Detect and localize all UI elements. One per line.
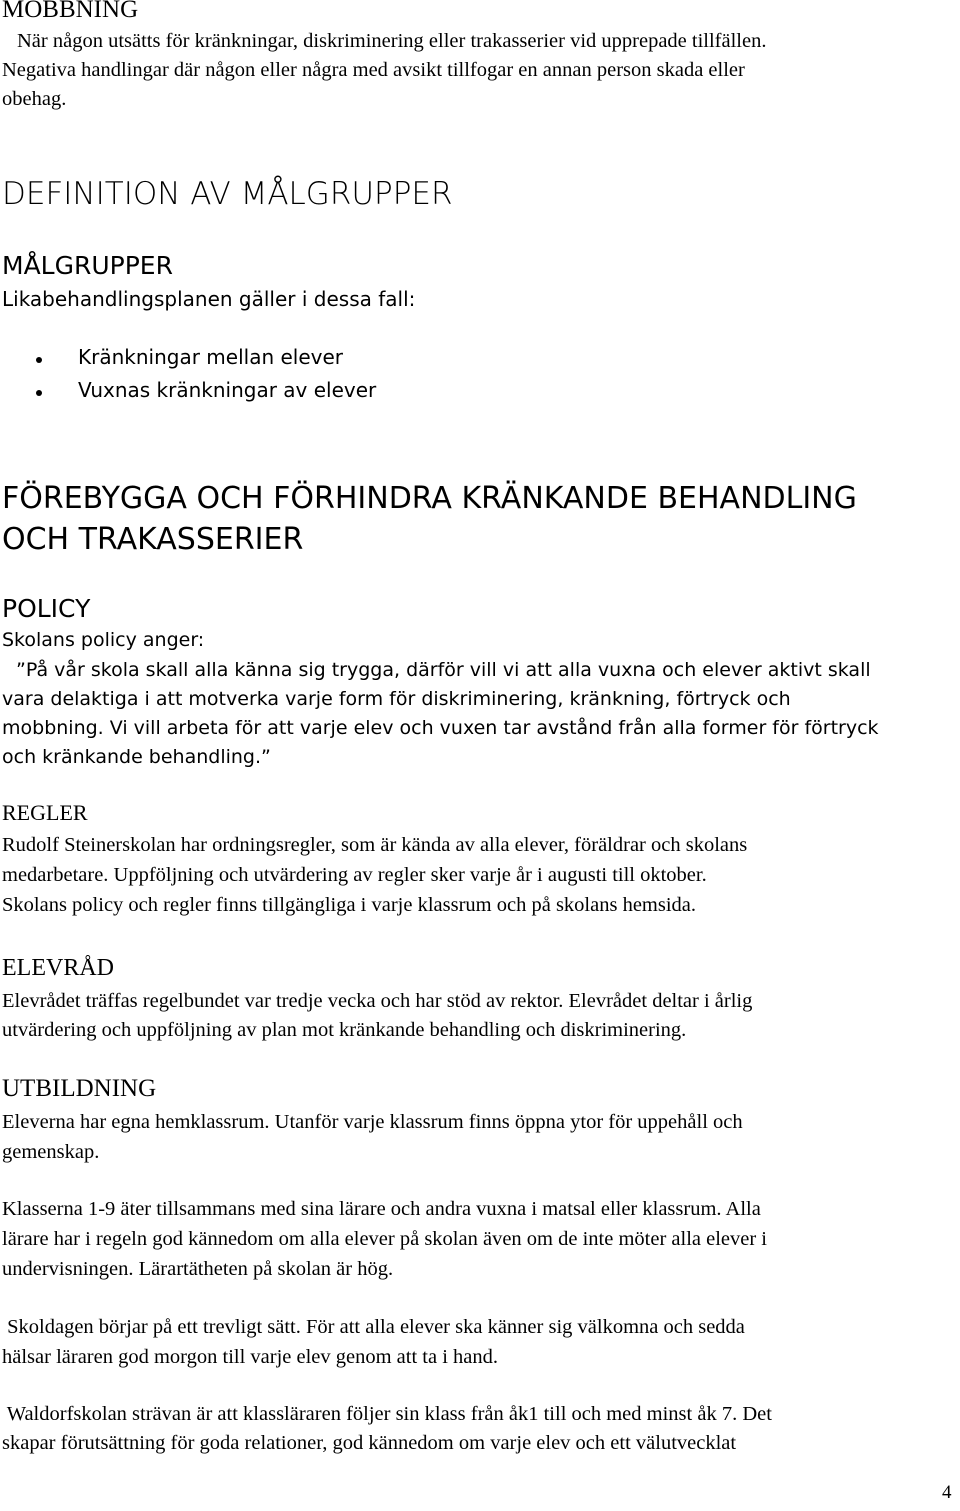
subheading-elevrad: ELEVRÅD xyxy=(2,955,114,981)
paragraph-line: Negativa handlingar där någon eller några med avsikt tillfogar en annan person skada eller xyxy=(2,59,745,81)
section-heading-forebygga-line2: OCH TRAKASSERIER xyxy=(2,522,304,557)
definition-intro: Likabehandlingsplanen gäller i dessa fall: xyxy=(2,287,416,311)
policy-quote-line: vara delaktiga i att motverka varje form för diskriminering, kränkning, förtryck och xyxy=(2,688,791,710)
paragraph-line: När någon utsätts för kränkningar, diskriminering eller trakasserier vid upprepade tillfällen. xyxy=(17,30,767,52)
paragraph-line: Klasserna 1-9 äter tillsammans med sina lärare och andra vuxna i matsal eller klassrum. Alla xyxy=(2,1198,761,1220)
paragraph-line: Waldorfskolan strävan är att klassläraren följer sin klass från åk1 till och med minst åk 7. Det xyxy=(2,1403,772,1425)
paragraph-line: undervisningen. Lärartätheten på skolan är hög. xyxy=(2,1258,394,1280)
subheading-utbildning: UTBILDNING xyxy=(2,1075,157,1102)
section-heading-mobbning: MOBBNING xyxy=(2,0,139,23)
paragraph-line: lärare har i regeln god kännedom om alla elever på skolan även om de inte möter alla elever i xyxy=(2,1228,768,1250)
section-heading-forebygga: FÖREBYGGA OCH FÖRHINDRA KRÄNKANDE BEHANDLING xyxy=(2,481,857,516)
paragraph-line: skapar förutsättning för goda relationer, god kännedom om varje elev och ett välutvecklat xyxy=(2,1432,737,1454)
policy-quote-line: och kränkande behandling.” xyxy=(2,746,271,768)
policy-quote-line: mobbning. Vi vill arbeta för att varje elev och vuxen tar avstånd från alla former för förtryck xyxy=(2,717,879,739)
bullet-item: Vuxnas kränkningar av elever xyxy=(78,378,377,402)
policy-intro: Skolans policy anger: xyxy=(2,629,205,651)
page-number: 4 xyxy=(942,1482,952,1503)
subheading-malgrupper: MÅLGRUPPER xyxy=(2,251,173,280)
paragraph-line: medarbetare. Uppföljning och utvärdering av regler sker varje år i augusti till oktober. xyxy=(2,864,707,886)
subheading-policy: POLICY xyxy=(2,594,91,623)
bullet-icon xyxy=(36,390,42,396)
paragraph-line: Elevrådet träffas regelbundet var tredje vecka och har stöd av rektor. Elevrådet deltar i årlig xyxy=(2,990,753,1012)
paragraph-line: Skoldagen börjar på ett trevligt sätt. För att alla elever ska känner sig välkomna och sedda xyxy=(2,1316,745,1338)
paragraph-line: hälsar läraren god morgon till varje elev genom att ta i hand. xyxy=(2,1346,499,1368)
subheading-regler: REGLER xyxy=(2,800,88,825)
paragraph-line: obehag. xyxy=(2,88,67,110)
paragraph-line: Rudolf Steinerskolan har ordningsregler, som är kända av alla elever, föräldrar och skolans xyxy=(2,834,748,856)
paragraph-line: gemenskap. xyxy=(2,1141,100,1163)
bullet-item: Kränkningar mellan elever xyxy=(78,345,344,369)
bullet-icon xyxy=(36,357,42,363)
paragraph-line: Eleverna har egna hemklassrum. Utanför varje klassrum finns öppna ytor för uppehåll och xyxy=(2,1111,743,1133)
paragraph-line: utvärdering och uppföljning av plan mot kränkande behandling och diskriminering. xyxy=(2,1019,687,1041)
paragraph-line: Skolans policy och regler finns tillgängliga i varje klassrum och på skolans hemsida. xyxy=(2,894,697,916)
section-heading-definition: DEFINITION AV MÅLGRUPPER xyxy=(2,176,453,212)
policy-quote-line: ”På vår skola skall alla känna sig trygga, därför vill vi att alla vuxna och elever aktivt skall xyxy=(16,659,871,681)
